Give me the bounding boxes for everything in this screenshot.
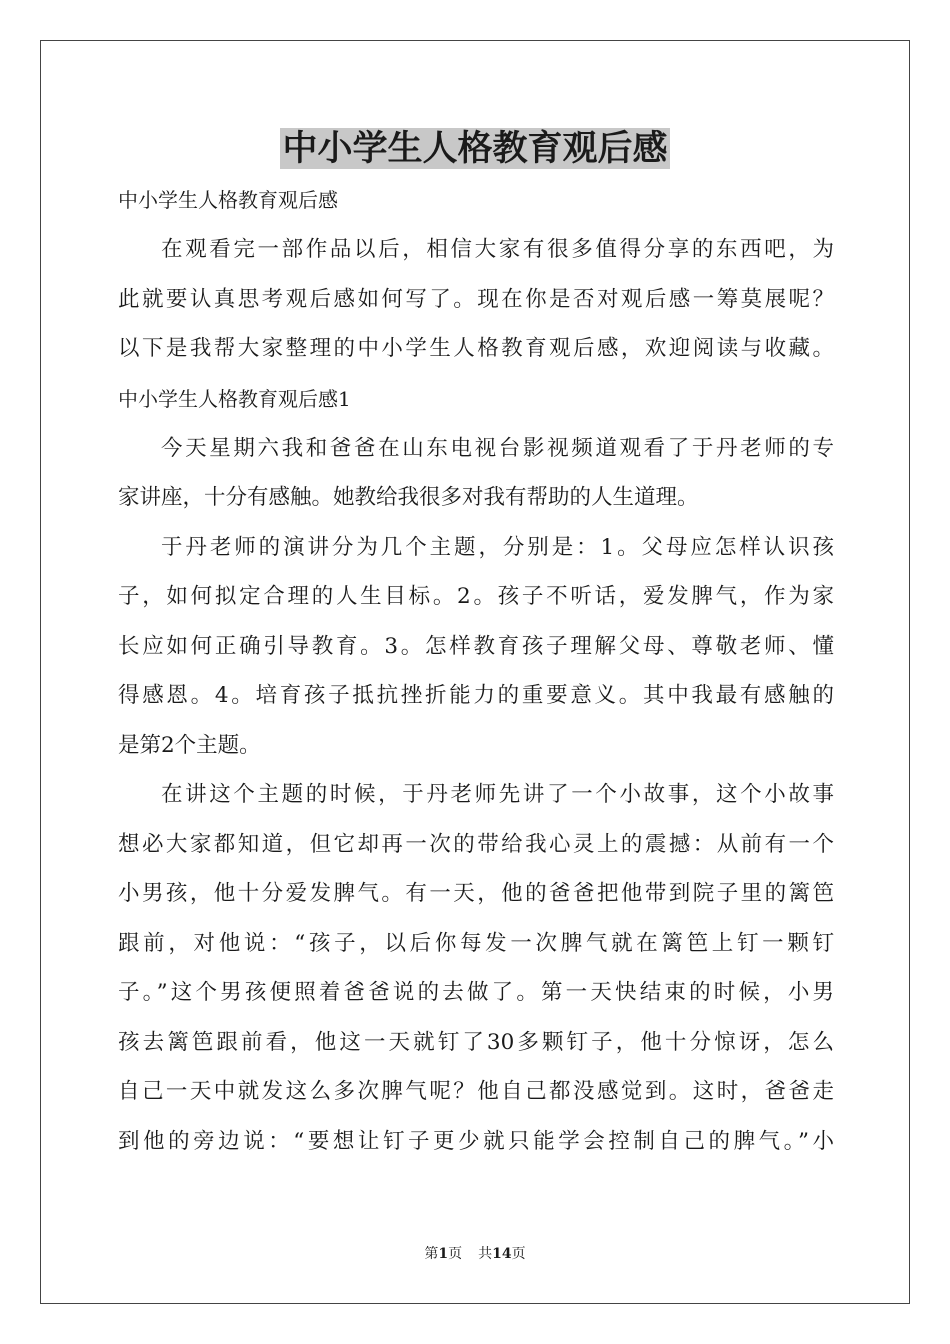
body-line: 孩去篱笆跟前看，他这一天就钉了30多颗钉子，他十分惊讶，怎么 [118, 1029, 834, 1055]
body-line: 今天星期六我和爸爸在山东电视台影视频道观看了于丹老师的专 [161, 435, 834, 461]
body-line: 是第2个主题。 [118, 732, 261, 758]
body-line: 子。”这个男孩便照着爸爸说的去做了。第一天快结束的时候，小男 [118, 980, 834, 1005]
page-footer [0, 1244, 950, 1264]
body-line: 到他的旁边说：“要想让钉子更少就只能学会控制自己的脾气。”小 [118, 1128, 834, 1154]
body-line: 以下是我帮大家整理的中小学生人格教育观后感，欢迎阅读与收藏。 [118, 336, 834, 361]
body-line: 子，如何拟定合理的人生目标。2。孩子不听话，爱发脾气，作为家 [118, 584, 834, 609]
body-line: 于丹老师的演讲分为几个主题，分别是：1。父母应怎样认识孩 [161, 534, 834, 560]
footer-total-suffix: 页 [511, 1246, 526, 1262]
body-line: 长应如何正确引导教育。3。怎样教育孩子理解父母、尊敬老师、懂 [118, 633, 834, 659]
body-line: 自己一天中就发这么多次脾气呢？他自己都没感觉到。这时，爸爸走 [118, 1079, 834, 1104]
current-page-number: 1 [438, 1246, 449, 1262]
body-line: 在讲这个主题的时候，于丹老师先讲了一个小故事，这个小故事 [161, 782, 834, 807]
body-line: 得感恩。4。培育孩子抵抗挫折能力的重要意义。其中我最有感触的 [118, 683, 834, 708]
footer-page-suffix: 页 [448, 1246, 463, 1262]
body-line: 在观看完一部作品以后，相信大家有很多值得分享的东西吧，为 [161, 237, 834, 262]
document-body [118, 175, 834, 1166]
body-line: 此就要认真思考观后感如何写了。现在你是否对观后感一筹莫展呢？ [118, 286, 834, 312]
body-line: 家讲座，十分有感触。她教给我很多对我有帮助的人生道理。 [118, 485, 699, 510]
body-line: 跟前，对他说：“孩子，以后你每发一次脾气就在篱笆上钉一颗钉 [118, 930, 834, 956]
document-title-text: 中小学生人格教育观后感 [282, 128, 668, 169]
total-page-count: 14 [492, 1246, 512, 1262]
subtitle: 中小学生人格教育观后感 [118, 188, 338, 212]
footer-total-prefix: 共 [478, 1246, 493, 1262]
section-heading: 中小学生人格教育观后感1 [118, 386, 351, 411]
document-title [0, 126, 950, 172]
body-line: 小男孩，他十分爱发脾气。有一天，他的爸爸把他带到院子里的篱笆 [118, 881, 834, 906]
footer-prefix: 第 [424, 1246, 439, 1262]
body-line: 想必大家都知道，但它却再一次的带给我心灵上的震撼：从前有一个 [118, 831, 834, 857]
